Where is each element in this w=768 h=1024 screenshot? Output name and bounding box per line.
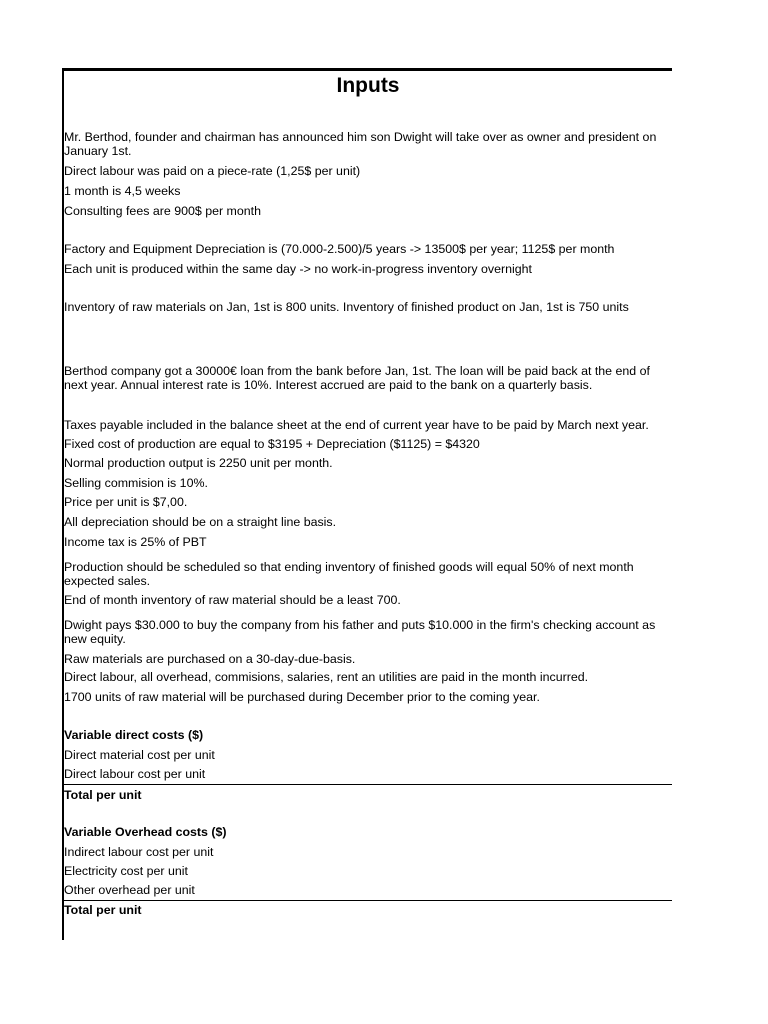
total-rule (64, 784, 672, 785)
total-rule (64, 900, 672, 901)
text-line: All depreciation should be on a straight line basis. (64, 515, 337, 529)
text-line: Each unit is produced within the same day -> no work-in-progress inventory overnight (64, 262, 532, 276)
text-line: Consulting fees are 900$ per month (64, 204, 261, 218)
total-label: Total per unit (64, 788, 142, 802)
cost-item: Indirect labour cost per unit (64, 845, 214, 859)
text-line: Production should be scheduled so that ending inventory of finished goods will equal 50% of next month expected sales. (64, 560, 634, 588)
text-line: Selling commision is 10%. (64, 476, 208, 490)
section-heading-variable-overhead: Variable Overhead costs ($) (64, 825, 227, 839)
section-heading-variable-direct: Variable direct costs ($) (64, 728, 204, 742)
text-line: Berthod company got a 30000€ loan from the bank before Jan, 1st. The loan will be paid back at the end of next year. Annual interest rate is 10%. Interest accrued are paid to the bank on a quarterly basis. (64, 364, 650, 392)
text-line: End of month inventory of raw material should be a least 700. (64, 593, 401, 607)
text-line: Raw materials are purchased on a 30-day-due-basis. (64, 652, 356, 666)
text-line: Mr. Berthod, founder and chairman has announced him son Dwight will take over as owner and president on January 1st. (64, 130, 657, 158)
cost-item: Other overhead per unit (64, 883, 195, 897)
total-label: Total per unit (64, 903, 142, 917)
text-line: Fixed cost of production are equal to $3195 + Depreciation ($1125) = $4320 (64, 437, 480, 451)
sheet-top-border (62, 68, 672, 71)
text-line: Factory and Equipment Depreciation is (70.000-2.500)/5 years -> 13500$ per year; 1125$ per month (64, 242, 615, 256)
cost-item: Electricity cost per unit (64, 864, 188, 878)
text-line: 1700 units of raw material will be purchased during December prior to the coming year. (64, 690, 540, 704)
text-line: Income tax is 25% of PBT (64, 535, 207, 549)
cost-item: Direct labour cost per unit (64, 767, 206, 781)
text-line: Taxes payable included in the balance sheet at the end of current year have to be paid by March next year. (64, 418, 649, 432)
text-line: Price per unit is $7,00. (64, 495, 188, 509)
text-line: Direct labour was paid on a piece-rate (1,25$ per unit) (64, 164, 361, 178)
text-line: Normal production output is 2250 unit per month. (64, 456, 333, 470)
text-line: Direct labour, all overhead, commisions, salaries, rent an utilities are paid in the month incurred. (64, 670, 589, 684)
text-line: Inventory of raw materials on Jan, 1st is 800 units. Inventory of finished product on Jan, 1st is 750 units (64, 300, 629, 314)
text-line: 1 month is 4,5 weeks (64, 184, 181, 198)
text-line: Dwight pays $30.000 to buy the company from his father and puts $10.000 in the firm's checking account as new equity. (64, 618, 656, 646)
page-title: Inputs (336, 74, 400, 97)
cost-item: Direct material cost per unit (64, 748, 215, 762)
